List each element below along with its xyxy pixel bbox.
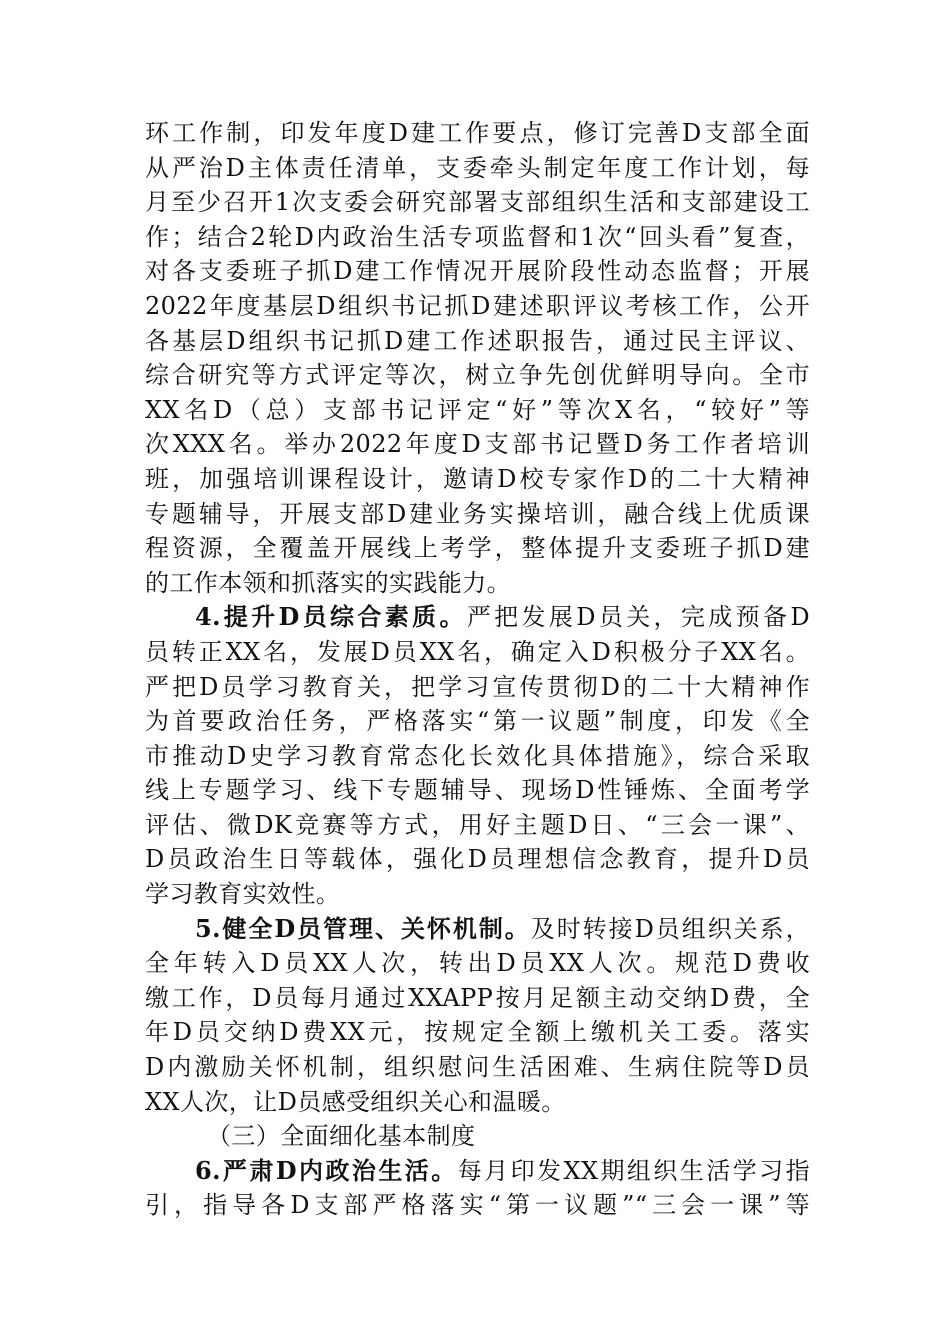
text-line: 对各支委班子抓D建工作情况开展阶段性动态监督；开展 [145,257,810,286]
text-line: D员政治生日等载体，强化D员理想信念教育，提升D员 [145,845,810,874]
section-heading: （三）全面细化基本制度 [207,1122,476,1151]
text-line: 2022年度基层D组织书记抓D建述职评议考核工作，公开 [145,291,810,320]
item-heading: 6.严肃D内政治生活。 [195,1155,458,1185]
paragraph-item-6 [145,1154,810,1223]
text-line: 员转正XX名，发展D员XX名，确定入D积极分子XX名。 [145,637,810,666]
item-text: 每月印发XX期组织生活学习指 [457,1156,810,1185]
item-text: 严把发展D员关，完成预备D [466,603,810,632]
text-line: XX人次，让D员感受组织关心和温暖。 [145,1087,566,1116]
text-line: 全年转入D员XX人次，转出D员XX人次。规范D费收 [145,949,810,978]
text-line: 次XXX名。举办2022年度D支部书记暨D务工作者培训 [145,430,810,459]
item-heading: 5.健全D员管理、关怀机制。 [195,913,531,943]
text-line: 线上专题学习、线下专题辅导、现场D性锤炼、全面考学 [145,776,810,805]
text-line: 环工作制，印发年度D建工作要点，修订完善D支部全面 [145,119,810,147]
text-line: 市推动D史学习教育常态化长效化具体措施》，综合采取 [145,741,810,770]
text-line [145,912,810,947]
text-line: 评估、微DK竞赛等方式，用好主题D日、“三会一课”、 [145,810,810,839]
item-heading: 4.提升D员综合素质。 [195,602,467,632]
text-line [145,600,810,635]
paragraph-item-4 [145,600,810,911]
text-line: 月至少召开1次支委会研究部署支部组织生活和支部建设工 [145,188,810,217]
text-line: D内激励关怀机制，组织慰问生活困难、生病住院等D员 [145,1053,810,1082]
text-line: 年D员交纳D费XX元，按规定全额上缴机关工委。落实 [145,1018,810,1047]
text-line: 综合研究等方式评定等次，树立争先创优鲜明导向。全市 [145,361,810,390]
text-line: 引，指导各D支部严格落实“第一议题”“三会一课”等 [145,1191,810,1220]
text-line: 的工作本领和抓落实的实践能力。 [145,568,511,597]
text-line: 学习教育实效性。 [145,880,341,909]
text-line: 班，加强培训课程设计，邀请D校专家作D的二十大精神 [145,464,810,493]
text-line: 从严治D主体责任清单，支委牵头制定年度工作计划，每 [145,153,810,182]
paragraph-item-5 [145,912,810,1120]
text-line: 为首要政治任务，严格落实“第一议题”制度，印发《全 [145,707,810,736]
text-line: 程资源，全覆盖开展线上考学，整体提升支委班子抓D建 [145,534,810,563]
text-line: 缴工作，D员每月通过XXAPP按月足额主动交纳D费，全 [145,983,810,1012]
document-body [145,116,810,1223]
text-line: 作；结合2轮D内政治生活专项监督和1次“回头看”复查， [145,222,810,251]
text-line: 严把D员学习教育关，把学习宣传贯彻D的二十大精神作 [145,672,810,701]
text-line: XX名D（总）支部书记评定“好”等次X名，“较好”等 [145,395,810,424]
item-text: 及时转接D员组织关系， [530,914,810,943]
text-line: 专题辅导，开展支部D建业务实操培训，融合线上优质课 [145,499,810,528]
text-line: 各基层D组织书记抓D建工作述职报告，通过民主评议、 [145,326,810,355]
text-line [145,1154,810,1189]
paragraph-continuation [145,116,810,600]
